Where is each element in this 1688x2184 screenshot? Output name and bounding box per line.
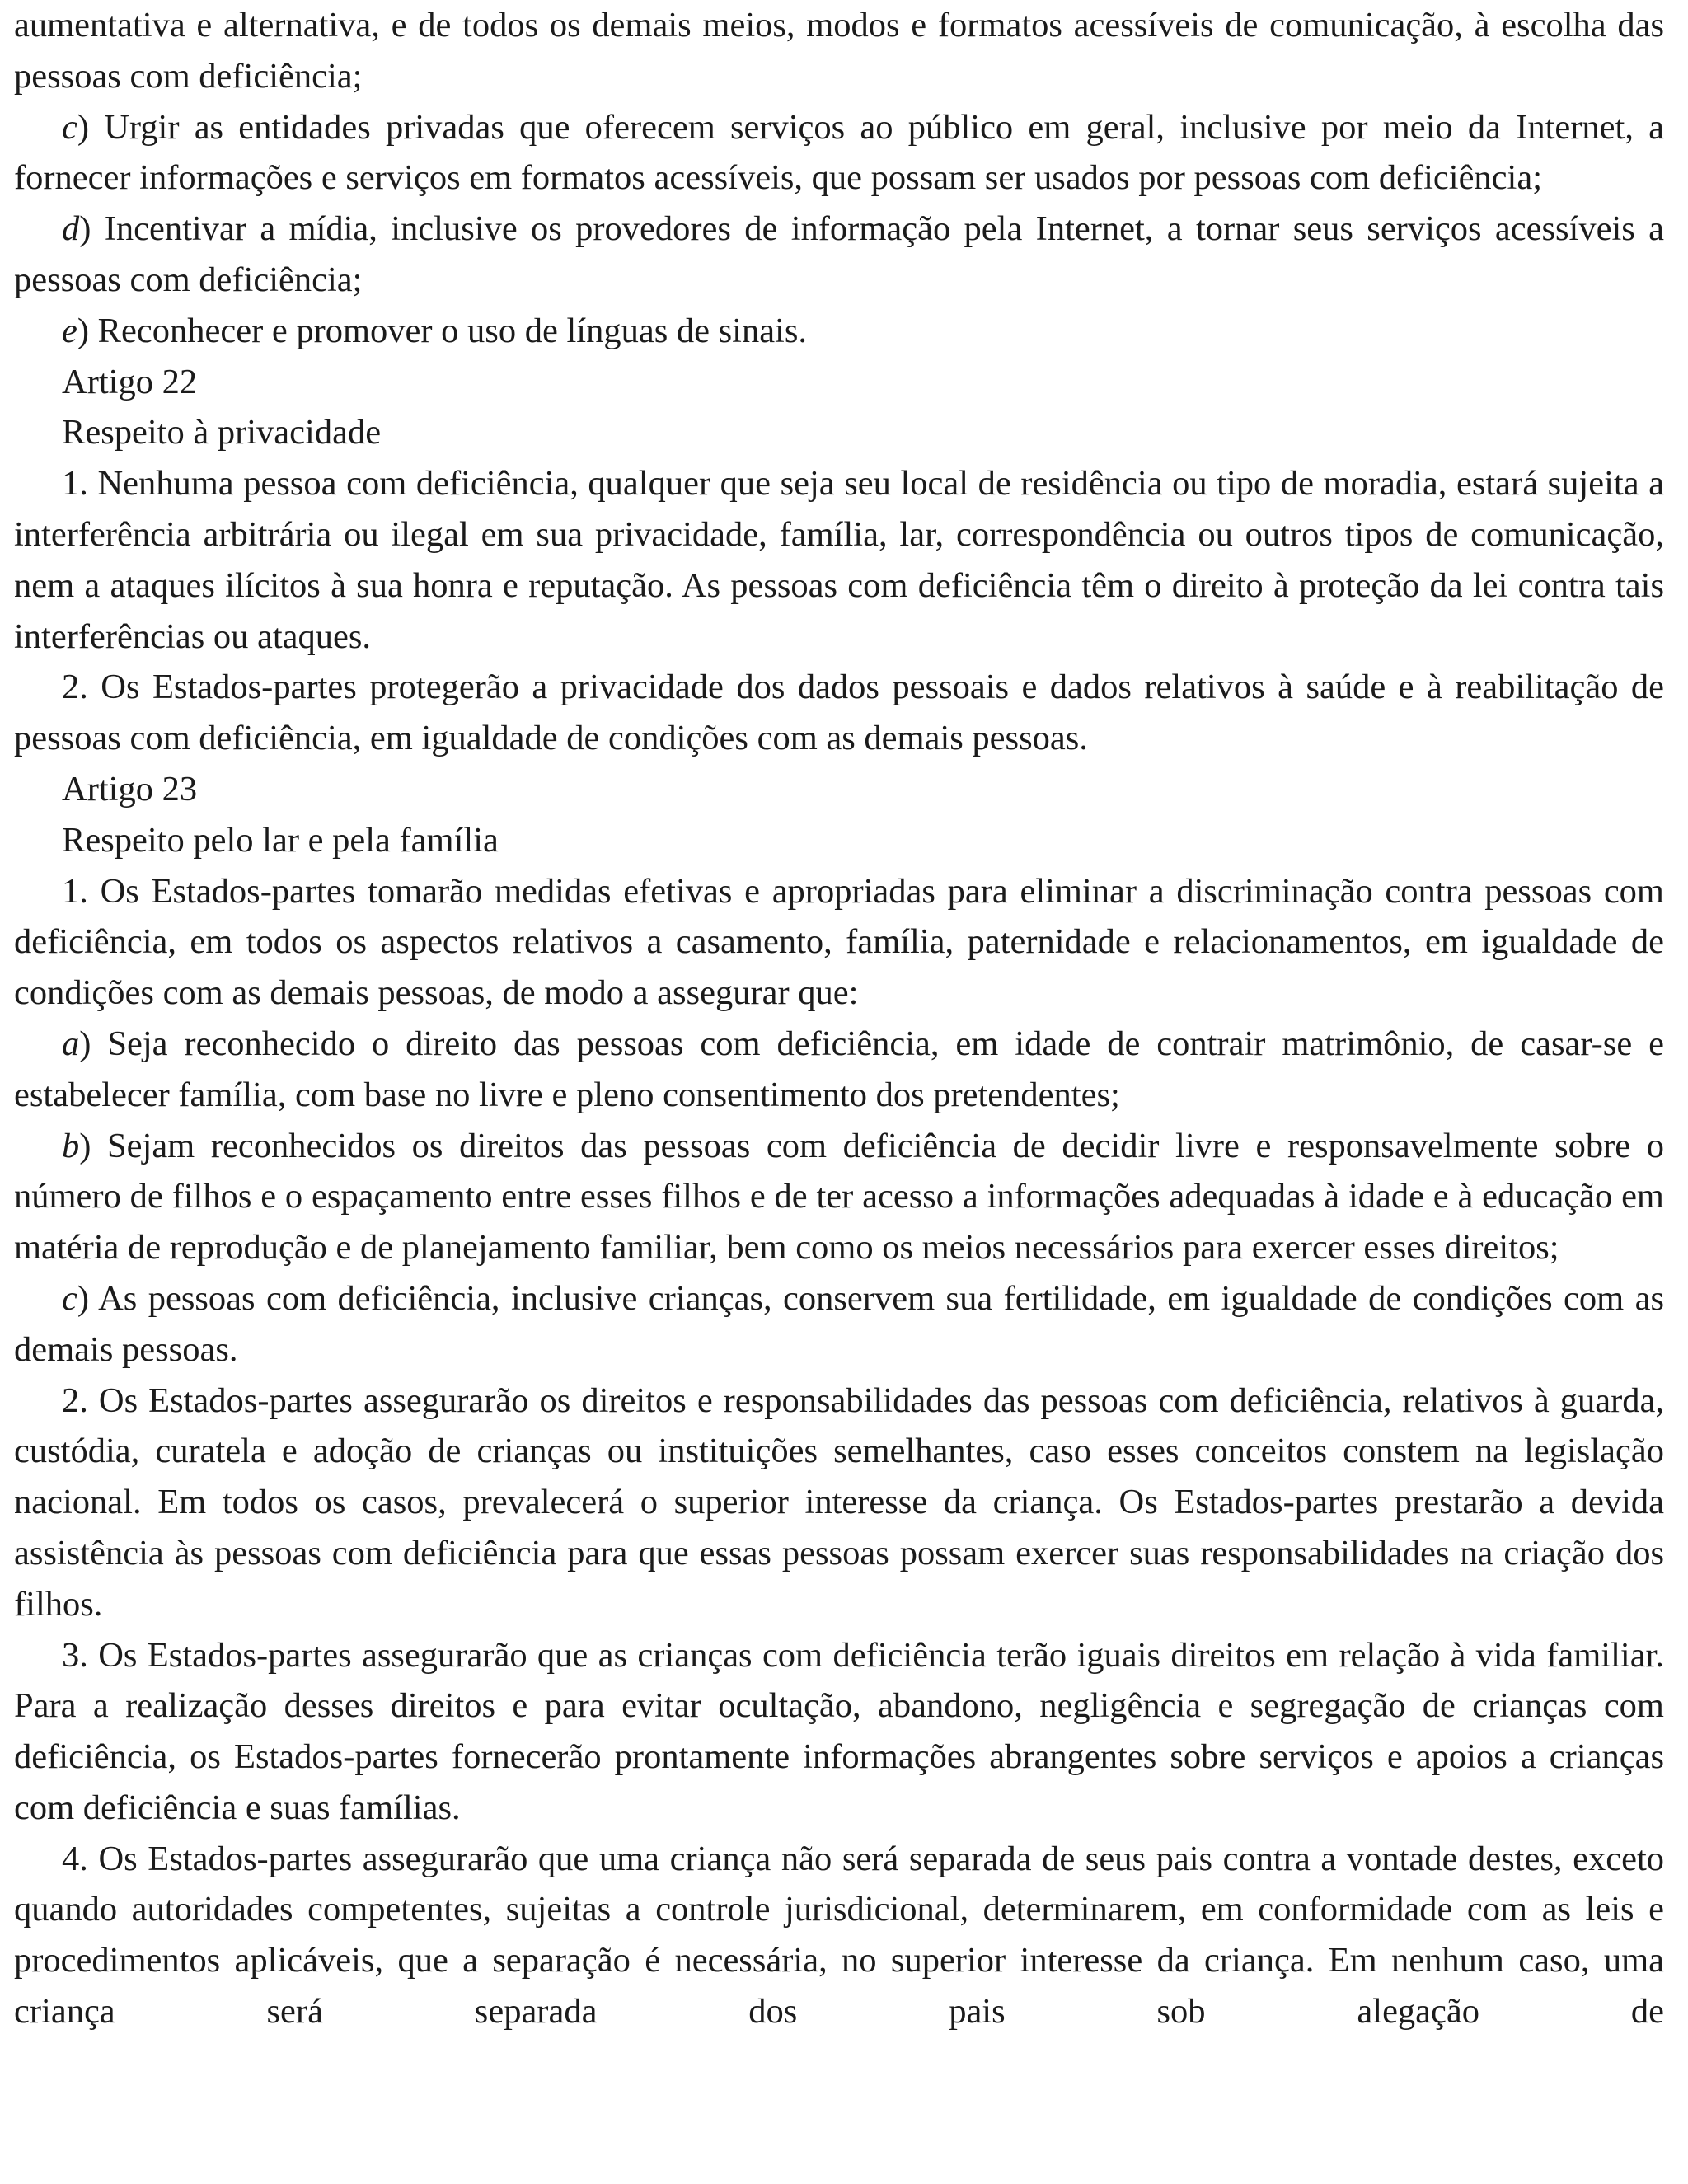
paragraph-23-3: 3. Os Estados-partes assegurarão que as crianças com deficiência terão iguais direitos em relação à vida familiar. Para a realização desses direitos e para evitar ocultação, abandono, negligência e segregação de crianças com deficiência, os Estados-partes fornecerão prontamente informações abrangentes sobre serviços e apoios a crianças com deficiência e suas famílias. [14, 1635, 1664, 1827]
item-text: ) As pessoas com deficiência, inclusive crianças, conservem sua fertilidade, em igualdade de condições com as demais pessoas. [14, 1278, 1664, 1369]
article-title-23: Respeito pelo lar e pela família [62, 820, 499, 860]
item-text: ) Sejam reconhecidos os direitos das pessoas com deficiência de decidir livre e responsavelmente sobre o número de filhos e o espaçamento entre esses filhos e de ter acesso a informações adequadas à idade e à educação em matéria de reprodução e de planejamento familiar, bem como os meios necessários para exercer esses direitos; [14, 1126, 1664, 1268]
paragraph-23-4: 4. Os Estados-partes assegurarão que uma criança não será separada de seus pais contra a vontade destes, exceto quando autoridades competentes, sujeitas a controle jurisdicional, determinarem, em conformidade com as leis e procedimentos aplicáveis, que a separação é necessária, no superior interesse da criança. Em nenhum caso, uma criança será separada dos pais sob alegação de [14, 1839, 1664, 2032]
item-letter: c [62, 1278, 77, 1318]
document-page [14, 0, 1664, 2037]
article-title-22: Respeito à privacidade [62, 413, 382, 452]
paragraph-23-1: 1. Os Estados-partes tomarão medidas efetivas e apropriadas para eliminar a discriminação contra pessoas com deficiência, em todos os aspectos relativos a casamento, família, paternidade e relacionamentos, em igualdade de condições com as demais pessoas, de modo a assegurar que: [14, 871, 1664, 1013]
article-number-22: Artigo 22 [62, 362, 198, 401]
paragraph-23-2: 2. Os Estados-partes assegurarão os direitos e responsabilidades das pessoas com deficiência, relativos à guarda, custódia, curatela e adoção de crianças ou instituições semelhantes, caso esses conceitos constem na legislação nacional. Em todos os casos, prevalecerá o superior interesse da criança. Os Estados-partes prestarão a devida assistência às pessoas com deficiência para que essas pessoas possam exercer suas responsabilidades na criação dos filhos. [14, 1380, 1664, 1624]
list-item-d [14, 204, 1664, 306]
item-letter: d [62, 209, 80, 249]
item-text: ) Urgir as entidades privadas que oferecem serviços ao público em geral, inclusive por meio da Internet, a fornecer informações e serviços em formatos acessíveis, que possam ser usados por pessoas com deficiência; [14, 107, 1664, 198]
paragraph-22-2: 2. Os Estados-partes protegerão a privacidade dos dados pessoais e dados relativos à saúde e à reabilitação de pessoas com deficiência, em igualdade de condições com as demais pessoas. [14, 668, 1664, 758]
item-letter: c [62, 107, 77, 147]
item-letter: e [62, 311, 77, 350]
item-text: ) Seja reconhecido o direito das pessoas com deficiência, em idade de contrair matrimônio, de casar-se e estabelecer família, com base no livre e pleno consentimento dos pretendentes; [14, 1024, 1664, 1114]
list-item-b [14, 1121, 1664, 1273]
list-item-c [14, 102, 1664, 204]
item-text: ) Incentivar a mídia, inclusive os provedores de informação pela Internet, a tornar seus serviços acessíveis a pessoas com deficiência; [14, 209, 1664, 299]
paragraph-22-1: 1. Nenhuma pessoa com deficiência, qualquer que seja seu local de residência ou tipo de moradia, estará sujeita a interferência arbitrária ou ilegal em sua privacidade, família, lar, correspondência ou outros tipos de comunicação, nem a ataques ilícitos à sua honra e reputação. As pessoas com deficiência têm o direito à proteção da lei contra tais interferências ou ataques. [14, 464, 1664, 656]
list-item-e [14, 306, 1664, 357]
item-letter: a [62, 1024, 80, 1063]
paragraph-continuation: aumentativa e alternativa, e de todos os demais meios, modos e formatos acessíveis de comunicação, à escolha das pessoas com deficiência; [14, 6, 1664, 96]
article-number-23: Artigo 23 [62, 769, 198, 808]
item-text: ) Reconhecer e promover o uso de línguas de sinais. [77, 311, 808, 350]
item-letter: b [62, 1126, 80, 1165]
list-item-c-2 [14, 1273, 1664, 1376]
list-item-a [14, 1019, 1664, 1121]
